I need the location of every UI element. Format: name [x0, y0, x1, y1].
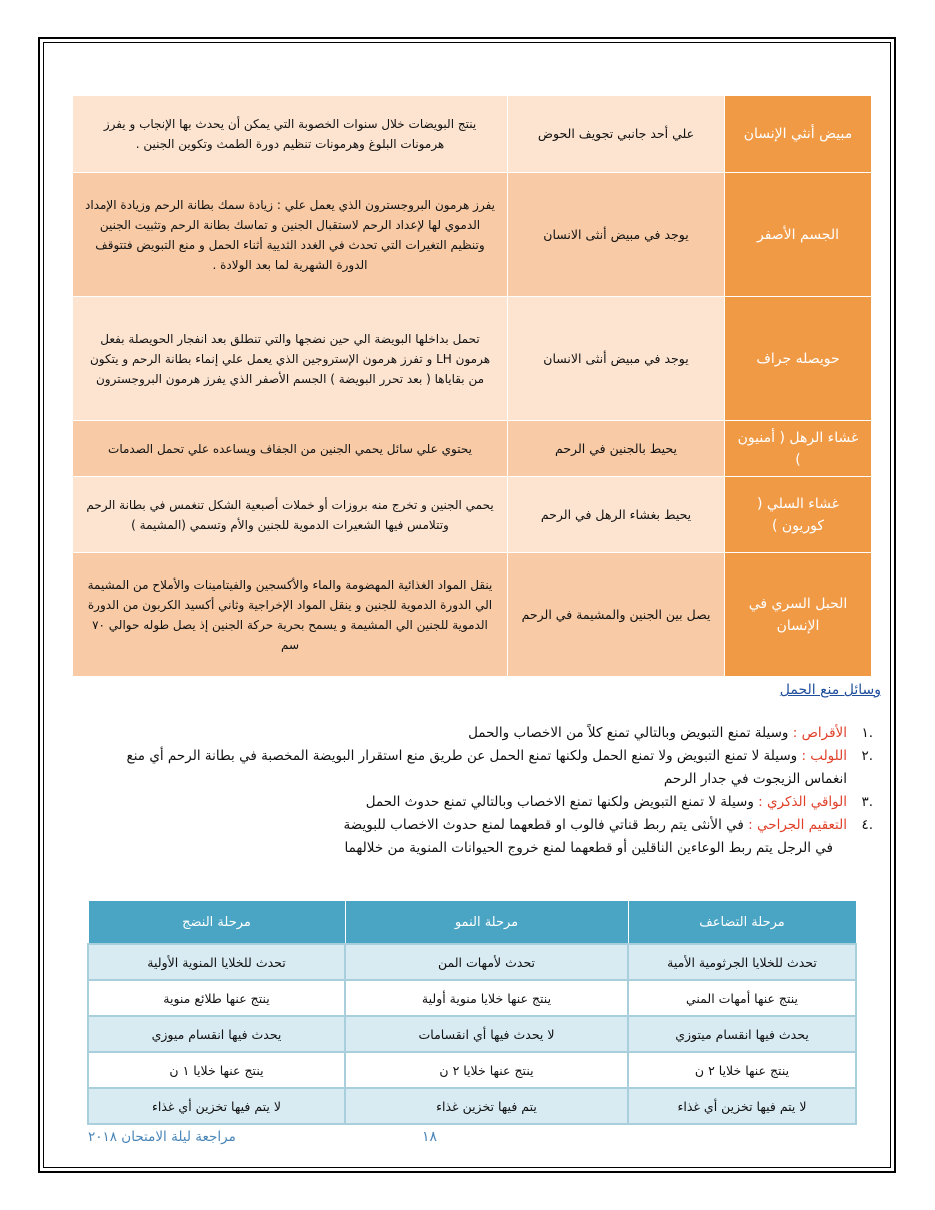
method-term: الواقي الذكري :	[758, 794, 847, 810]
column-header: مرحلة التضاعف	[628, 901, 856, 945]
contraception-list	[90, 722, 873, 860]
organ-name: غشاء السلي ( كوريون )	[725, 477, 872, 553]
organs-table	[72, 95, 872, 677]
organ-name: الجسم الأصفر	[725, 173, 872, 297]
column-header: مرحلة النمو	[345, 901, 628, 945]
table-row	[88, 944, 856, 980]
table-row	[73, 297, 872, 421]
method-term: اللولب :	[801, 748, 847, 764]
organ-function: يحمي الجنين و تخرج منه بروزات أو خملات أصبعية الشكل تنغمس في بطانة الرحم وتتلامس فيها الشعيرات الدموية للجنين والأم وتسمي (المشيمة )	[73, 477, 508, 553]
spermatogenesis-table	[87, 900, 857, 1125]
table-row	[88, 1016, 856, 1052]
method-term: التعقيم الجراحي :	[748, 817, 847, 833]
table-row	[73, 421, 872, 477]
organ-name: الحبل السري في الإنسان	[725, 553, 872, 677]
organ-name: حويصله جراف	[725, 297, 872, 421]
organ-location: يوجد في مبيض أنثى الانسان	[508, 297, 725, 421]
table-cell: لا يتم فيها تخزين أي غذاء	[88, 1088, 345, 1124]
organ-function: ينتج البويضات خلال سنوات الخصوبة التي يمكن أن يحدث بها الإنجاب و يفرز هرمونات البلوغ وهرمونات تنظيم دورة الطمث وتكوين الجنين .	[73, 96, 508, 173]
table-header-row	[88, 901, 856, 945]
contraception-title: وسائل منع الحمل	[779, 682, 881, 698]
organ-function: تحمل بداخلها البويضة الي حين نضجها والتي تنطلق بعد انفجار الحويصلة بفعل هرمون LH و تفرز هرمون الإستروجين الذي يعمل علي إنماء بطانة الرحم و يتكون من بقاياها ( بعد تحرر البويضة ) الجسم الأصفر الذي يفرز هرمون البروجسترون	[73, 297, 508, 421]
organ-function: يحتوي علي سائل يحمي الجنين من الجفاف ويساعده علي تحمل الصدمات	[73, 421, 508, 477]
method-term: الأقراص :	[792, 725, 847, 741]
method-continuation: في الرجل يتم ربط الوعاءين الناقلين أو قطعهما لمنع خروج الحيوانات المنوية من خلالهما	[344, 840, 833, 856]
organ-location: يحيط بالجنين في الرحم	[508, 421, 725, 477]
table-cell: ينتج عنها طلائع منوية	[88, 980, 345, 1016]
organ-name: مبيض أنثي الإنسان	[725, 96, 872, 173]
list-item	[90, 722, 873, 745]
table-cell: يحدث فيها انقسام ميوزي	[88, 1016, 345, 1052]
table-cell: ينتج عنها خلايا ٢ ن	[345, 1052, 628, 1088]
organ-location: علي أحد جانبي تجويف الحوض	[508, 96, 725, 173]
list-item	[90, 814, 873, 837]
table-cell: تحدث للخلايا المنوية الأولية	[88, 944, 345, 980]
footer-title: مراجعة ليلة الامتحان ٢٠١٨	[88, 1129, 236, 1145]
table-cell: ينتج عنها خلايا ١ ن	[88, 1052, 345, 1088]
table-cell: تحدث لأمهات المن	[345, 944, 628, 980]
table-row	[73, 553, 872, 677]
method-description: وسيلة تمنع التبويض وبالتالي تمنع كلاً من الاخصاب والحمل	[468, 725, 789, 741]
table-row	[88, 980, 856, 1016]
table-row	[73, 96, 872, 173]
table-cell: لا يحدث فيها أي انقسامات	[345, 1016, 628, 1052]
table-cell: ينتج عنها خلايا منوية أولية	[345, 980, 628, 1016]
item-number: .٤	[861, 817, 873, 833]
list-item	[90, 791, 873, 814]
table-cell: لا يتم فيها تخزين أي غذاء	[628, 1088, 856, 1124]
table-row	[73, 477, 872, 553]
item-number: .١	[861, 725, 873, 741]
method-description: وسيلة لا تمنع التبويض ولكنها تمنع الاخصاب وبالتالي تمنع حدوث الحمل	[365, 794, 754, 810]
organ-location: يوجد في مبيض أنثى الانسان	[508, 173, 725, 297]
table-row	[88, 1052, 856, 1088]
method-description: وسيلة لا تمنع التبويض ولا تمنع الحمل ولكنها تمنع الحمل عن طريق منع استقرار البويضة المخصبة في بطانة الرحم أي منع انغماس الزيجوت في جدار الرحم	[126, 748, 847, 787]
table-cell: تحدث للخلايا الجرثومية الأمية	[628, 944, 856, 980]
table-row	[88, 1088, 856, 1124]
table-cell: يتم فيها تخزين غذاء	[345, 1088, 628, 1124]
item-number: .٢	[861, 748, 873, 764]
page-number: ١٨	[422, 1129, 438, 1145]
method-description: في الأنثى يتم ربط قناتي فالوب او قطعهما لمنع حدوث الاخصاب للبويضة	[343, 817, 744, 833]
organ-name: غشاء الرهل ( أمنيون )	[725, 421, 872, 477]
table-row	[73, 173, 872, 297]
table-cell: ينتج عنها أمهات المني	[628, 980, 856, 1016]
organ-location: يصل بين الجنين والمشيمة في الرحم	[508, 553, 725, 677]
organ-location: يحيط بغشاء الرهل في الرحم	[508, 477, 725, 553]
list-item	[90, 745, 873, 791]
table-cell: يحدث فيها انقسام ميتوزي	[628, 1016, 856, 1052]
organ-function: ينقل المواد الغذائية المهضومة والماء والأكسجين والفيتامينات والأملاح من المشيمة الي الدورة الدموية للجنين و ينقل المواد الإخراجية وثاني أكسيد الكربون من الدورة الدموية للجنين الي المشيمة و يسمح بحرية حركة الجنين إذ يصل طوله حوالي ٧٠ سم	[73, 553, 508, 677]
item-number: .٣	[861, 794, 873, 810]
table-cell: ينتج عنها خلايا ٢ ن	[628, 1052, 856, 1088]
column-header: مرحلة النضج	[88, 901, 345, 945]
organ-function: يفرز هرمون البروجسترون الذي يعمل علي : زيادة سمك بطانة الرحم وزيادة الإمداد الدموي لها لإعداد الرحم لاستقبال الجنين و تماسك بطانة الرحم وتثبيت الجنين وتنظيم التغيرات التي تحدث في الغدد الثديية أثناء الحمل و منع التبويض فتتوقف الدورة الشهرية لما بعد الولادة .	[73, 173, 508, 297]
